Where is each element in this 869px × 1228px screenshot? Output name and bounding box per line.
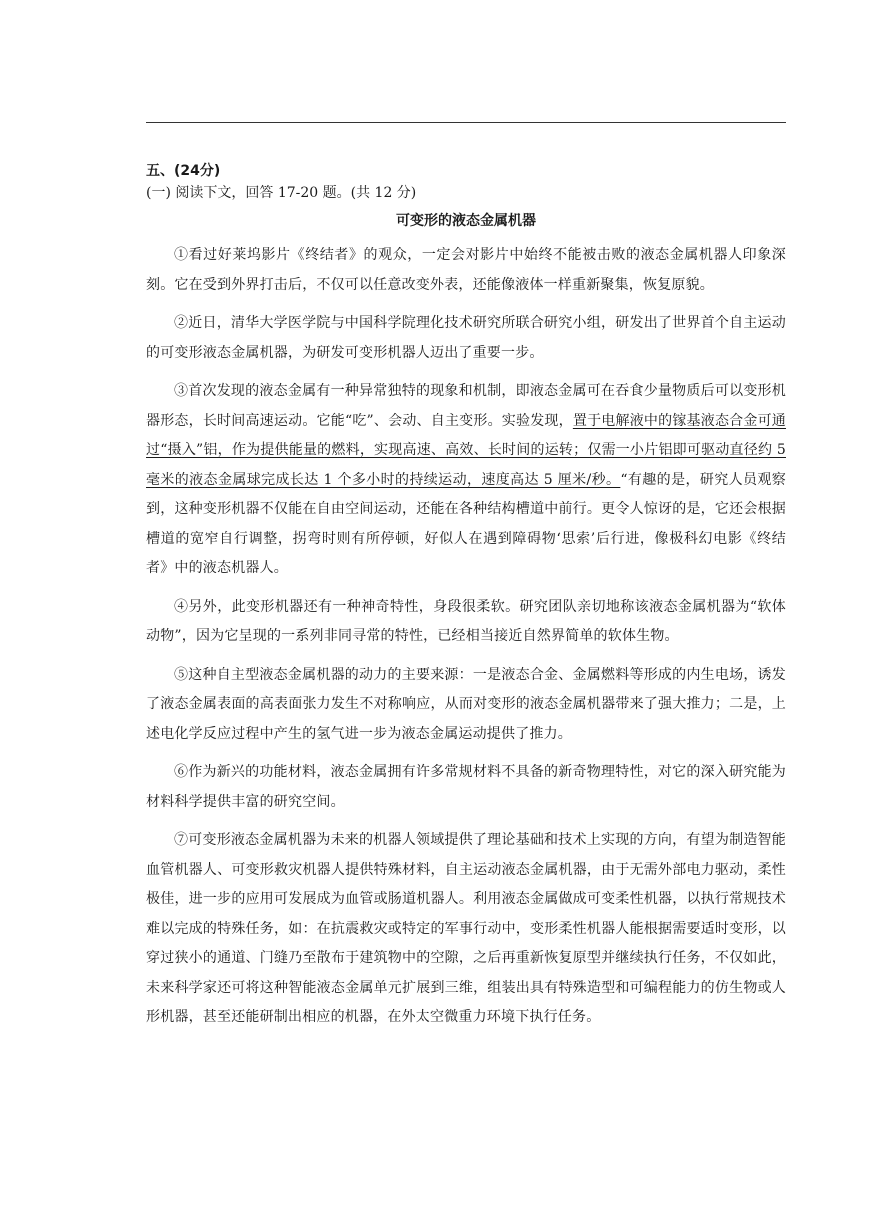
paragraph-5: ⑤这种自主型液态金属机器的动力的主要来源：一是液态合金、金属燃料等形成的内生电场，诱发了液态金属表面的高表面张力发生不对称响应，从而对变形的液态金属机器带来了强大推力；二是，上述电化学反应过程中产生的氢气进一步为液态金属运动提供了推力。 [146, 666, 786, 742]
page-content [146, 160, 786, 1042]
paragraph-2: ②近日，清华大学医学院与中国科学院理化技术研究所联合研究小组，研发出了世界首个自主运动的可变形液态金属机器，为研发可变形机器人迈出了重要一步。 [146, 315, 786, 361]
paragraph-3-rest: “有趣的是，研究人员观察到，这种变形机器不仅能在自由空间运动，还能在各种结构槽道中前行。更令人惊讶的是，它还会根据槽道的宽窄自行调整，拐弯时则有所停顿，好似人在遇到障碍物‘思索’后行进，像极科幻电影《终结者》中的液态机器人。 [146, 471, 786, 576]
paragraph-6: ⑥作为新兴的功能材料，液态金属拥有许多常规材料不具备的新奇物理特性，对它的深入研究能为材料科学提供丰富的研究空间。 [146, 764, 786, 810]
article-title: 可变形的液态金属机器 [396, 213, 536, 229]
paragraph-3-intro: ③首次发现的液态金属有一种异常独特的现象和机制，即液态金属可在吞食少量物质后可以变形机器形态，长时间高速运动。它能“吃”、会动、自主变形。实验发现， [146, 383, 786, 429]
paragraph-1: ①看过好莱坞影片《终结者》的观众，一定会对影片中始终不能被击败的液态金属机器人印象深刻。它在受到外界打击后，不仅可以任意改变外表，还能像液体一样重新聚集，恢复原貌。 [146, 247, 786, 293]
section-heading: 五、(24分) [146, 163, 221, 179]
question-instruction: (一) 阅读下文，回答 17-20 题。(共 12 分) [146, 185, 417, 201]
header-rule [146, 122, 786, 123]
paragraph-3 [146, 377, 786, 584]
paragraph-4: ④另外，此变形机器还有一种神奇特性，身段很柔软。研究团队亲切地称该液态金属机器为“软体动物”，因为它呈现的一系列非同寻常的特性，已经相当接近自然界简单的软体生物。 [146, 598, 786, 644]
underlined-passage: 置于电解液中的镓基液态合金可通过“摄入”铝，作为提供能量的燃料，实现高速、高效、长时间的运转；仅需一小片铝即可驱动直径约 5 毫米的液态金属球完成长达 1 个多小时的持续运动，速度高达 5 厘米/秒。 [146, 412, 787, 488]
paragraph-7: ⑦可变形液态金属机器为未来的机器人领域提供了理论基础和技术上实现的方向，有望为制造智能血管机器人、可变形救灾机器人提供特殊材料，自主运动液态金属机器，由于无需外部电力驱动，柔性极佳，进一步的应用可发展成为血管或肠道机器人。利用液态金属做成可变柔性机器，以执行常规技术难以完成的特殊任务，如：在抗震救灾或特定的军事行动中，变形柔性机器人能根据需要适时变形，以穿过狭小的通道、门缝乃至散布于建筑物中的空隙，之后再重新恢复原型并继续执行任务，不仅如此，未来科学家还可将这种智能液态金属单元扩展到三维，组装出具有特殊造型和可编程能力的仿生物或人形机器，甚至还能研制出相应的机器，在外太空微重力环境下执行任务。 [146, 832, 786, 1025]
